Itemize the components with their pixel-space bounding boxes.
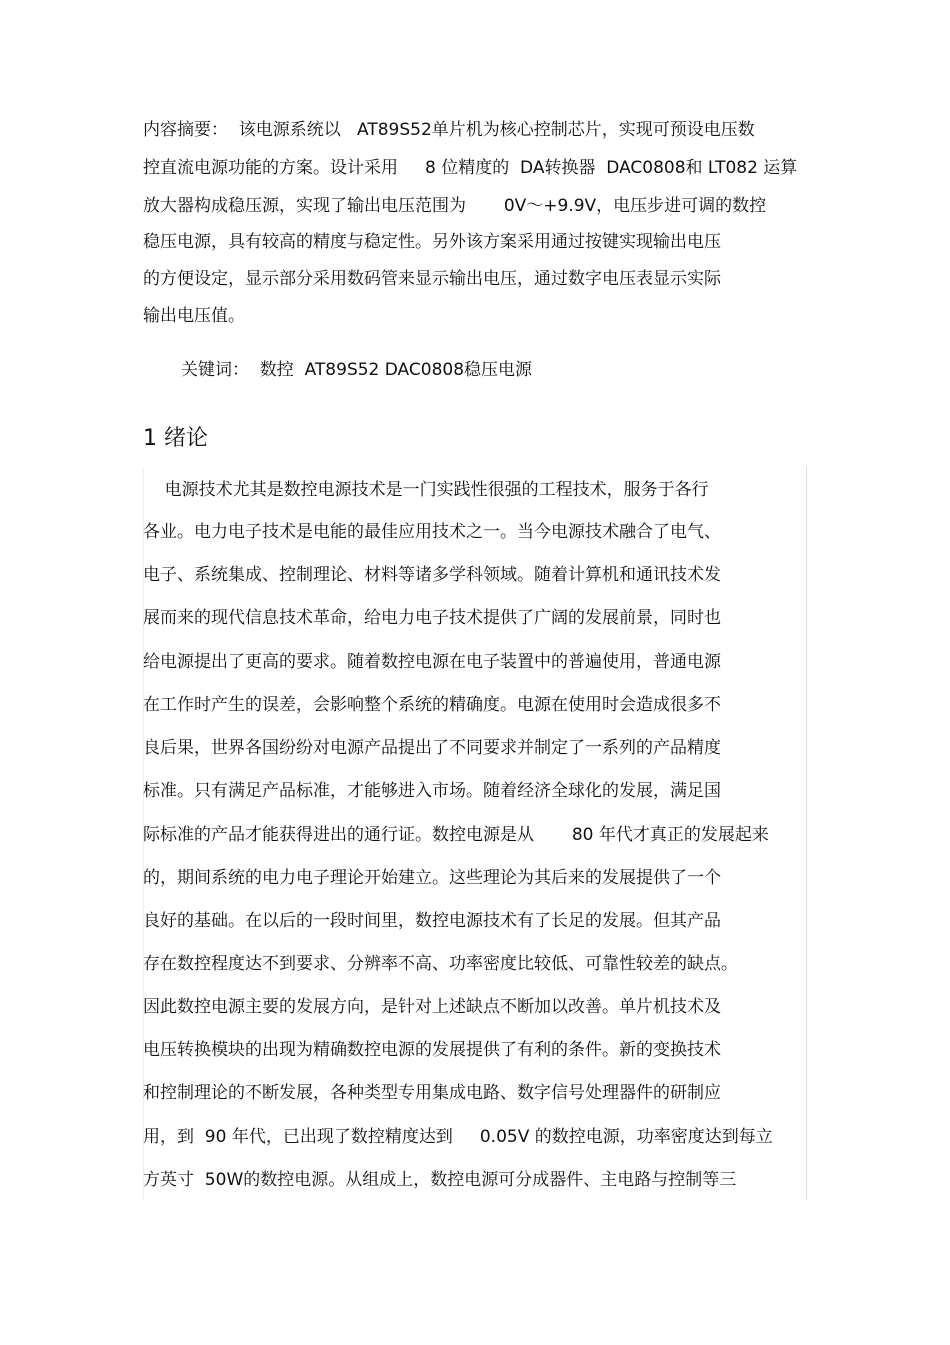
abstract-line: 内容摘要： 该电源系统以 AT89S52单片机为核心控制芯片，实现可预设电压数 [143,120,755,140]
body-line: 和控制理论的不断发展，各种类型专用集成电路、数字信号处理器件的研制应 [143,1083,721,1103]
body-line: 存在数控程度达不到要求、分辨率不高、功率密度比较低、可靠性较差的缺点。 [143,954,738,974]
body-line: 展而来的现代信息技术革命，给电力电子技术提供了广阔的发展前景，同时也 [143,608,721,628]
body-line: 电源技术尤其是数控电源技术是一门实践性很强的工程技术，服务于各行 [143,480,709,500]
abstract-line: 稳压电源，具有较高的精度与稳定性。另外该方案采用通过按键实现输出电压 [143,232,721,252]
keywords-line: 关键词： 数控 AT89S52 DAC0808稳压电源 [181,360,533,380]
body-line: 给电源提出了更高的要求。随着数控电源在电子装置中的普遍使用，普通电源 [143,652,721,672]
body-line: 际标准的产品才能获得进出的通行证。数控电源是从 80 年代才真正的发展起来 [143,825,769,845]
section-heading: 1 绪论 [143,426,208,451]
body-line: 的，期间系统的电力电子理论开始建立。这些理论为其后来的发展提供了一个 [143,868,721,888]
body-line: 各业。电力电子技术是电能的最佳应用技术之一。当今电源技术融合了电气、 [143,522,721,542]
body-line: 用，到 90 年代，已出现了数控精度达到 0.05V 的数控电源，功率密度达到每立 [143,1127,773,1147]
body-line: 良后果，世界各国纷纷对电源产品提出了不同要求并制定了一系列的产品精度 [143,738,721,758]
body-border-right [806,467,807,1200]
body-line: 因此数控电源主要的发展方向，是针对上述缺点不断加以改善。单片机技术及 [143,997,721,1017]
body-line: 在工作时产生的误差，会影响整个系统的精确度。电源在使用时会造成很多不 [143,695,721,715]
abstract-line: 的方便设定，显示部分采用数码管来显示输出电压，通过数字电压表显示实际 [143,269,721,289]
body-line: 方英寸 50W的数控电源。从组成上，数控电源可分成器件、主电路与控制等三 [143,1170,737,1190]
body-line: 良好的基础。在以后的一段时间里，数控电源技术有了长足的发展。但其产品 [143,911,721,931]
abstract-line: 放大器构成稳压源，实现了输出电压范围为 0V～+9.9V，电压步进可调的数控 [143,196,767,216]
body-line: 电子、系统集成、控制理论、材料等诸多学科领域。随着计算机和通讯技术发 [143,565,721,585]
abstract-line: 控直流电源功能的方案。设计采用 8 位精度的 DA转换器 DAC0808和 LT082 运算 [143,158,798,178]
body-line: 电压转换模块的出现为精确数控电源的发展提供了有利的条件。新的变换技术 [143,1040,721,1060]
abstract-line: 输出电压值。 [143,306,245,326]
body-line: 标准。只有满足产品标准，才能够进入市场。随着经济全球化的发展，满足国 [143,781,721,801]
